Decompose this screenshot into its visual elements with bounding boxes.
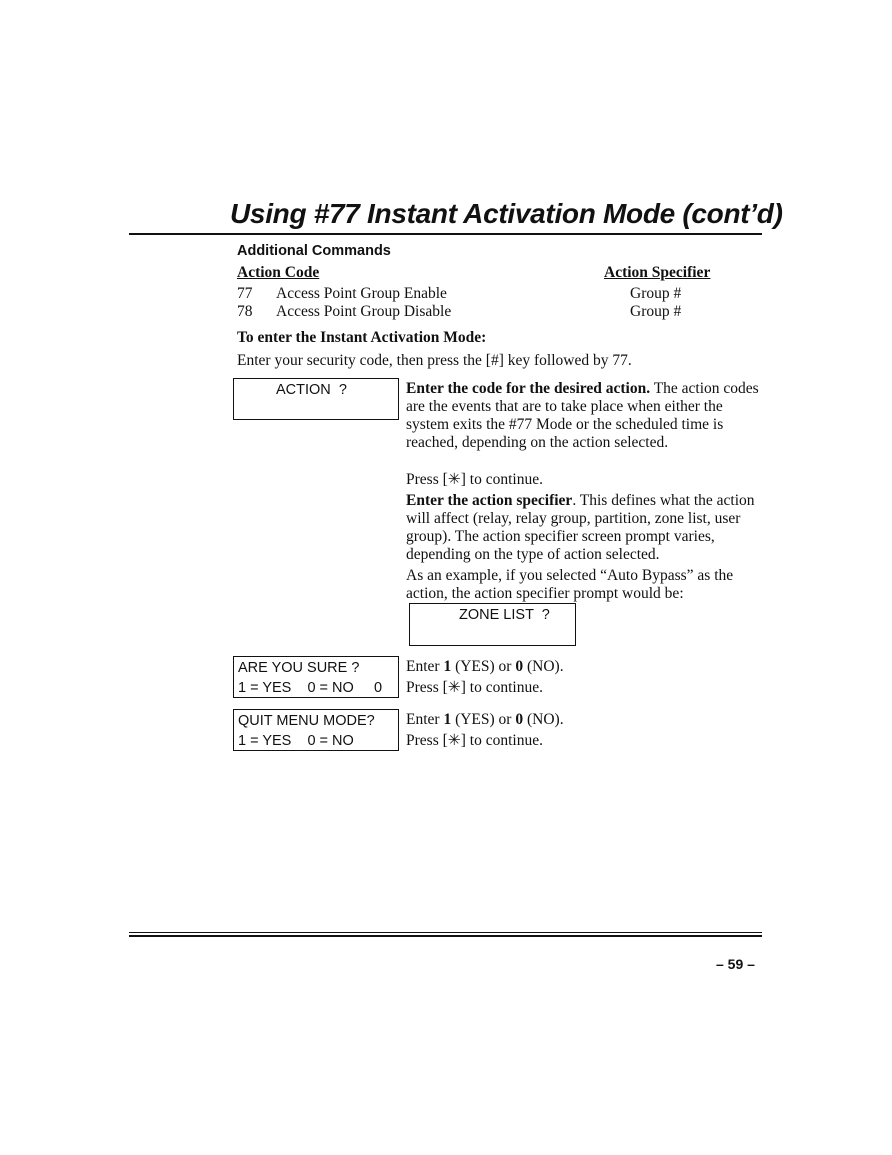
press-continue-text: Press [✳] to continue. bbox=[406, 471, 543, 488]
lcd-text: ZONE LIST ? bbox=[459, 607, 550, 623]
action-code: 77 bbox=[237, 285, 253, 302]
lcd-action-prompt bbox=[233, 378, 399, 420]
text: Enter bbox=[406, 711, 444, 728]
column-header-action-code: Action Code bbox=[237, 264, 320, 281]
lcd-zone-list-prompt bbox=[409, 603, 576, 646]
instructions-heading: To enter the Instant Activation Mode: bbox=[237, 329, 487, 346]
example-paragraph: As an example, if you selected “Auto Bypass” as the action, the action specifier prompt would be: bbox=[406, 567, 734, 602]
lcd-line-1: ARE YOU SURE ? bbox=[238, 660, 360, 676]
yes-no-instruction bbox=[406, 658, 761, 676]
action-specifier: Group # bbox=[630, 285, 682, 302]
lcd-line-2: 1 = YES 0 = NO bbox=[238, 733, 354, 749]
text: (YES) or bbox=[451, 711, 516, 728]
yes-no-instruction bbox=[406, 711, 761, 729]
section-heading: Additional Commands bbox=[237, 243, 391, 259]
action-specifier: Group # bbox=[630, 303, 682, 320]
page-title: Using #77 Instant Activation Mode (cont’d) bbox=[230, 198, 783, 229]
key-one: 1 bbox=[443, 658, 452, 675]
key-one: 1 bbox=[443, 711, 452, 728]
lcd-quit-menu-prompt bbox=[233, 709, 399, 751]
action-description: Access Point Group Enable bbox=[276, 285, 447, 302]
action-code: 78 bbox=[237, 303, 253, 320]
column-header-action-specifier: Action Specifier bbox=[604, 264, 711, 281]
title-rule bbox=[129, 233, 762, 235]
footer-rule bbox=[129, 932, 762, 933]
press-continue-text: Press [✳] to continue. bbox=[406, 679, 543, 696]
key-zero: 0 bbox=[515, 711, 524, 728]
footer-rule bbox=[129, 935, 762, 937]
instructions-text: Enter your security code, then press the [#] key followed by 77. bbox=[237, 352, 632, 369]
lcd-are-you-sure-prompt bbox=[233, 656, 399, 698]
lcd-line-2: 1 = YES 0 = NO 0 bbox=[238, 680, 383, 696]
text: (NO). bbox=[523, 711, 564, 728]
key-zero: 0 bbox=[515, 658, 524, 675]
action-code-paragraph bbox=[406, 380, 761, 452]
action-specifier-paragraph bbox=[406, 492, 761, 564]
text: (NO). bbox=[523, 658, 564, 675]
text: Enter bbox=[406, 658, 444, 675]
lcd-line-1: QUIT MENU MODE? bbox=[238, 713, 375, 729]
action-description: Access Point Group Disable bbox=[276, 303, 452, 320]
bold-lead: Enter the code for the desired action. bbox=[406, 380, 651, 397]
text: (YES) or bbox=[451, 658, 516, 675]
lcd-text: ACTION ? bbox=[276, 382, 347, 398]
bold-lead: Enter the action specifier bbox=[406, 492, 573, 509]
paragraph-text: The action codes are the events that are to take place when either the system exits the #77 Mode or the scheduled time is reached, depending on the action selected. bbox=[406, 380, 759, 451]
paragraph-text: . This defines what the action will affect (relay, relay group, partition, zone list, user group). The action specifier screen prompt varies, depending on the type of action selected. bbox=[406, 492, 755, 563]
press-continue-text: Press [✳] to continue. bbox=[406, 732, 543, 749]
page-number: – 59 – bbox=[716, 956, 755, 972]
